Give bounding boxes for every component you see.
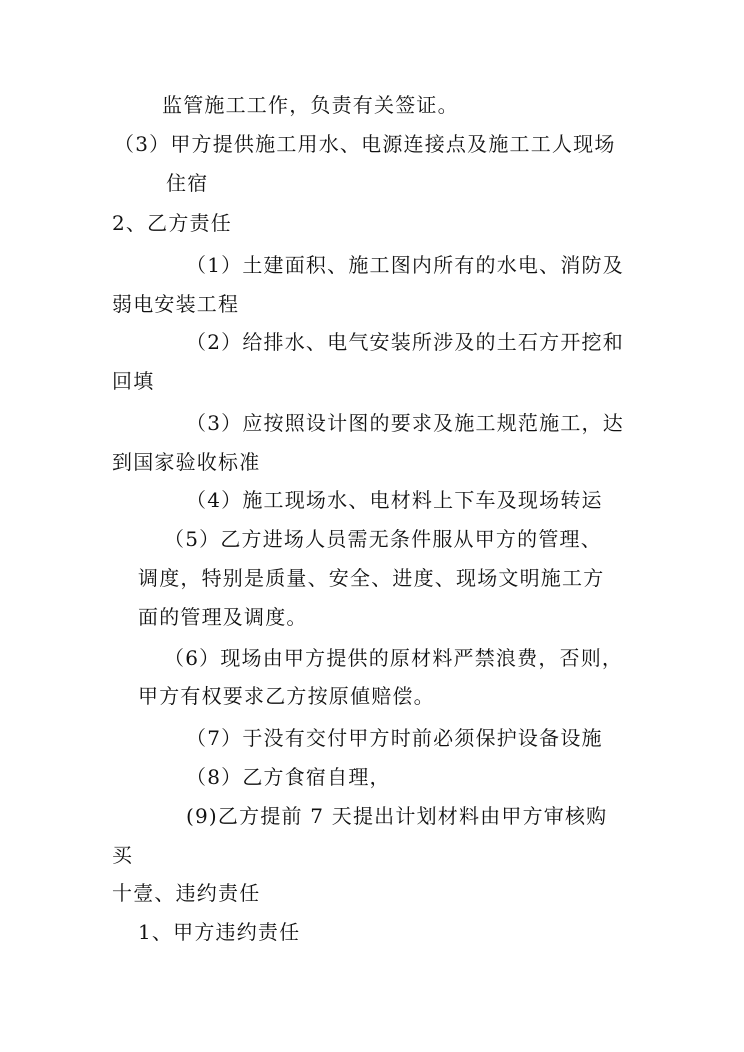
text-line-7: （2）给排水、电气安装所涉及的土石方开挖和 xyxy=(186,330,624,354)
text-line-2: （3）甲方提供施工用水、电源连接点及施工工人现场 xyxy=(114,132,616,156)
text-line-15: （6）现场由甲方提供的原材料严禁浪费，否则， xyxy=(164,646,624,670)
text-line-14: 面的管理及调度。 xyxy=(138,605,308,629)
text-line-13: 调度，特别是质量、安全、进度、现场文明施工方 xyxy=(138,566,605,590)
section-heading-party-b: 2、乙方责任 xyxy=(112,211,232,235)
text-line-6: 弱电安装工程 xyxy=(112,292,240,316)
subsection-heading-party-a-breach: 1、甲方违约责任 xyxy=(138,920,301,944)
text-line-11: （4）施工现场水、电材料上下车及现场转运 xyxy=(186,488,603,512)
text-line-9: （3）应按照设计图的要求及施工规范施工，达 xyxy=(186,411,624,435)
text-line-19: (9)乙方提前 7 天提出计划材料由甲方审核购 xyxy=(186,804,608,828)
text-line-17: （7）于没有交付甲方时前必须保护设备设施 xyxy=(186,726,603,750)
section-heading-breach: 十壹、违约责任 xyxy=(112,881,261,905)
text-line-20: 买 xyxy=(112,843,134,867)
text-line-3: 住宿 xyxy=(166,171,209,195)
text-line-18: （8）乙方食宿自理， xyxy=(186,765,391,789)
text-line-8: 回填 xyxy=(112,369,155,393)
text-line-1: 监管施工工作，负责有关签证。 xyxy=(162,93,459,117)
text-line-10: 到国家验收标准 xyxy=(112,450,261,474)
text-line-12: （5）乙方进场人员需无条件服从甲方的管理、 xyxy=(164,527,602,551)
text-line-5: （1）土建面积、施工图内所有的水电、消防及 xyxy=(186,253,624,277)
text-line-16: 甲方有权要求乙方按原値赔偿。 xyxy=(138,684,435,708)
